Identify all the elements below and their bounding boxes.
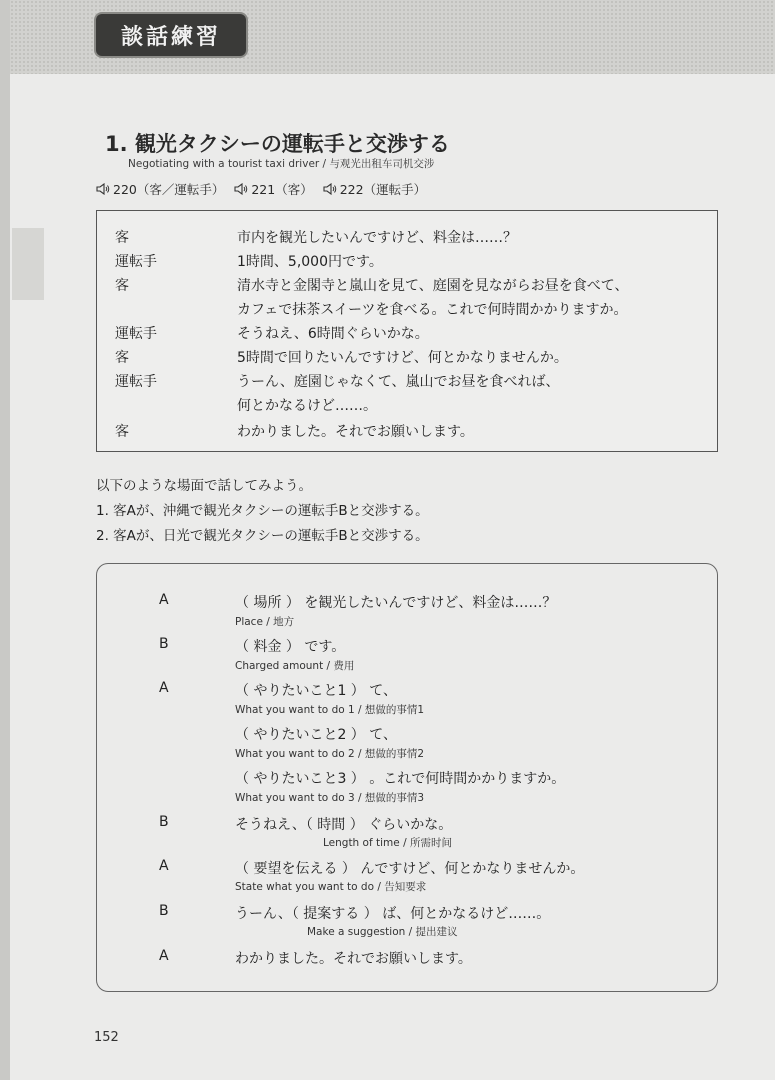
pattern-line: （ 場所 ） を観光したいんですけど、料金は……？ [235, 595, 557, 611]
pattern-speaker: B [159, 814, 169, 830]
dialogue-line: 清水寺と金閣寺と嵐山を見て、庭園を見ながらお昼を食べて、 [237, 278, 629, 294]
pattern-gloss: State what you want to do / 告知要求 [235, 881, 427, 893]
pattern-speaker: B [159, 636, 169, 652]
dialogue-line: 1時間、5,000円です。 [237, 254, 383, 270]
pattern-speaker: A [159, 680, 169, 696]
pattern-gloss: Length of time / 所需时间 [323, 837, 452, 849]
pattern-speaker: B [159, 903, 169, 919]
speaker-icon [323, 183, 337, 195]
textbook-page [10, 0, 775, 1080]
pattern-practice-box [96, 563, 718, 992]
dialogue-speaker: 客 [115, 350, 129, 366]
pattern-gloss: Make a suggestion / 提出建议 [307, 926, 458, 938]
dialogue-line: 何とかなるけど……。 [237, 398, 377, 414]
dialogue-line: 5時間で回りたいんですけど、何とかなりませんか。 [237, 350, 568, 366]
dialogue-line: カフェで抹茶スイーツを食べる。これで何時間かかりますか。 [237, 302, 628, 318]
section-badge: 談話練習 [96, 14, 246, 56]
pattern-speaker: A [159, 858, 169, 874]
exercise-subtitle: Negotiating with a tourist taxi driver / 与观光出租车司机交涉 [128, 158, 435, 170]
page-number: 152 [94, 1030, 119, 1045]
pattern-speaker: A [159, 948, 169, 964]
side-tab [12, 228, 44, 300]
pattern-gloss: What you want to do 3 / 想做的事情3 [235, 792, 425, 804]
pattern-gloss: Charged amount / 费用 [235, 660, 355, 672]
pattern-gloss: Place / 地方 [235, 616, 295, 628]
pattern-line: （ やりたいこと2 ） て、 [235, 727, 397, 743]
audio-track-label: 222（運転手） [339, 182, 427, 197]
pattern-line: うーん、（ 提案する ） ば、何とかなるけど……。 [235, 906, 551, 922]
audio-track[interactable] [234, 180, 312, 198]
dialogue-line: そうねえ、6時間ぐらいかな。 [237, 326, 429, 342]
pattern-speaker: A [159, 592, 169, 608]
pattern-gloss: What you want to do 2 / 想做的事情2 [235, 748, 425, 760]
instruction-item: 2. 客Aが、日光で観光タクシーの運転手Bと交渉する。 [96, 528, 429, 544]
dialogue-speaker: 運転手 [115, 254, 157, 270]
model-dialogue-box [96, 210, 718, 452]
dialogue-line: 市内を観光したいんですけど、料金は……？ [237, 230, 517, 246]
audio-track[interactable] [96, 180, 224, 198]
exercise-title: 1. 観光タクシーの運転手と交渉する [105, 132, 450, 156]
dialogue-speaker: 客 [115, 424, 129, 440]
pattern-line: わかりました。それでお願いします。 [235, 951, 472, 967]
dialogue-speaker: 運転手 [115, 374, 157, 390]
instructions-intro: 以下のような場面で話してみよう。 [96, 478, 312, 494]
pattern-line: （ やりたいこと1 ） て、 [235, 683, 397, 699]
pattern-line: （ 料金 ） です。 [235, 639, 346, 655]
dialogue-speaker: 運転手 [115, 326, 157, 342]
audio-track-list [96, 180, 436, 198]
speaker-icon [234, 183, 248, 195]
dialogue-line: うーん、庭園じゃなくて、嵐山でお昼を食べれば、 [237, 374, 560, 390]
pattern-gloss: What you want to do 1 / 想做的事情1 [235, 704, 425, 716]
dialogue-line: わかりました。それでお願いします。 [237, 424, 474, 440]
pattern-line: そうねえ、（ 時間 ） ぐらいかな。 [235, 817, 453, 833]
dialogue-speaker: 客 [115, 230, 129, 246]
pattern-line: （ 要望を伝える ） んですけど、何とかなりませんか。 [235, 861, 585, 877]
instruction-item: 1. 客Aが、沖縄で観光タクシーの運転手Bと交渉する。 [96, 503, 429, 519]
audio-track[interactable] [323, 180, 426, 198]
audio-track-label: 220（客／運転手） [113, 182, 225, 197]
pattern-line: （ やりたいこと3 ） 。これで何時間かかりますか。 [235, 771, 566, 787]
dialogue-speaker: 客 [115, 278, 129, 294]
audio-track-label: 221（客） [251, 182, 313, 197]
speaker-icon [96, 183, 110, 195]
